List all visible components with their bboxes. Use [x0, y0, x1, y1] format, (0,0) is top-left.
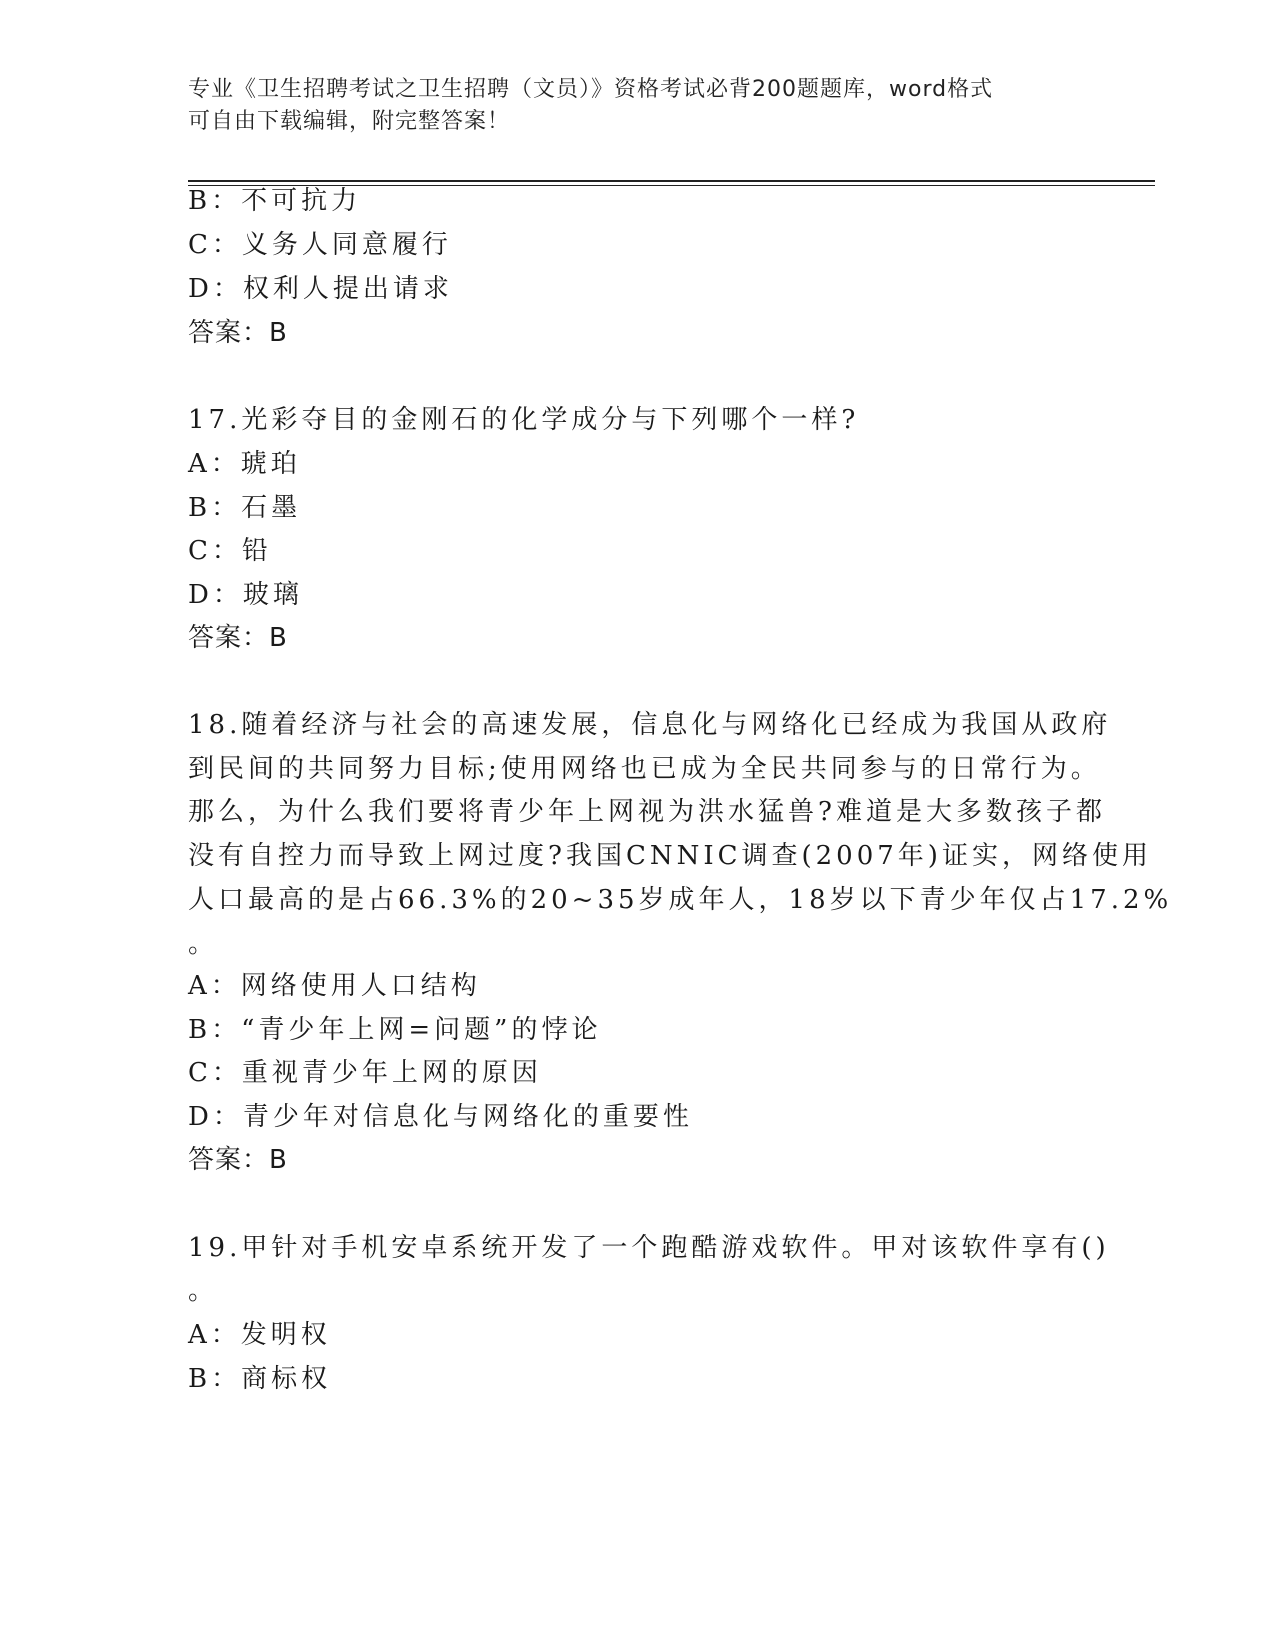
q18-option-c: C：重视青少年上网的原因 — [188, 1058, 542, 1088]
q17-answer: 答案：B — [188, 623, 288, 653]
q18-option-a: A：网络使用人口结构 — [188, 971, 481, 1001]
q16-answer: 答案：B — [188, 318, 288, 348]
q18-stem-line-6: 。 — [188, 929, 219, 959]
q17-option-b: B：石墨 — [188, 493, 302, 523]
q16-option-c: C：义务人同意履行 — [188, 230, 452, 260]
q17-stem: 17.光彩夺目的金刚石的化学成分与下列哪个一样? — [188, 405, 860, 435]
q19-stem-line-2: 。 — [188, 1276, 219, 1306]
header-title-line-1: 专业《卫生招聘考试之卫生招聘（文员）》资格考试必背200题题库，word格式 — [188, 77, 994, 102]
q18-stem-line-3: 那么，为什么我们要将青少年上网视为洪水猛兽?难道是大多数孩子都 — [188, 797, 1106, 827]
q18-stem-line-1: 18.随着经济与社会的高速发展，信息化与网络化已经成为我国从政府 — [188, 710, 1112, 740]
q18-answer: 答案：B — [188, 1145, 288, 1175]
q17-option-d: D：玻璃 — [188, 580, 303, 610]
q18-stem-line-2: 到民间的共同努力目标;使用网络也已成为全民共同参与的日常行为。 — [188, 754, 1101, 784]
document-header — [188, 74, 1088, 138]
q19-stem-line-1: 19.甲针对手机安卓系统开发了一个跑酷游戏软件。甲对该软件享有() — [188, 1233, 1110, 1263]
q19-option-b: B：商标权 — [188, 1364, 332, 1394]
header-divider-thick — [188, 180, 1155, 182]
header-title-line-2: 可自由下载编辑，附完整答案！ — [188, 109, 511, 134]
q18-stem-line-4: 没有自控力而导致上网过度?我国CNNIC调查(2007年)证实，网络使用 — [188, 841, 1152, 871]
q17-option-a: A：琥珀 — [188, 449, 301, 479]
q16-option-b: B：不可抗力 — [188, 186, 362, 216]
q17-option-c: C：铅 — [188, 536, 272, 566]
q16-option-d: D：权利人提出请求 — [188, 274, 453, 304]
q18-option-d: D：青少年对信息化与网络化的重要性 — [188, 1102, 693, 1132]
q18-stem-line-5: 人口最高的是占66.3%的20~35岁成年人，18岁以下青少年仅占17.2% — [188, 885, 1173, 915]
q18-option-b: B：“青少年上网=问题”的悖论 — [188, 1015, 602, 1045]
q19-option-a: A：发明权 — [188, 1320, 331, 1350]
